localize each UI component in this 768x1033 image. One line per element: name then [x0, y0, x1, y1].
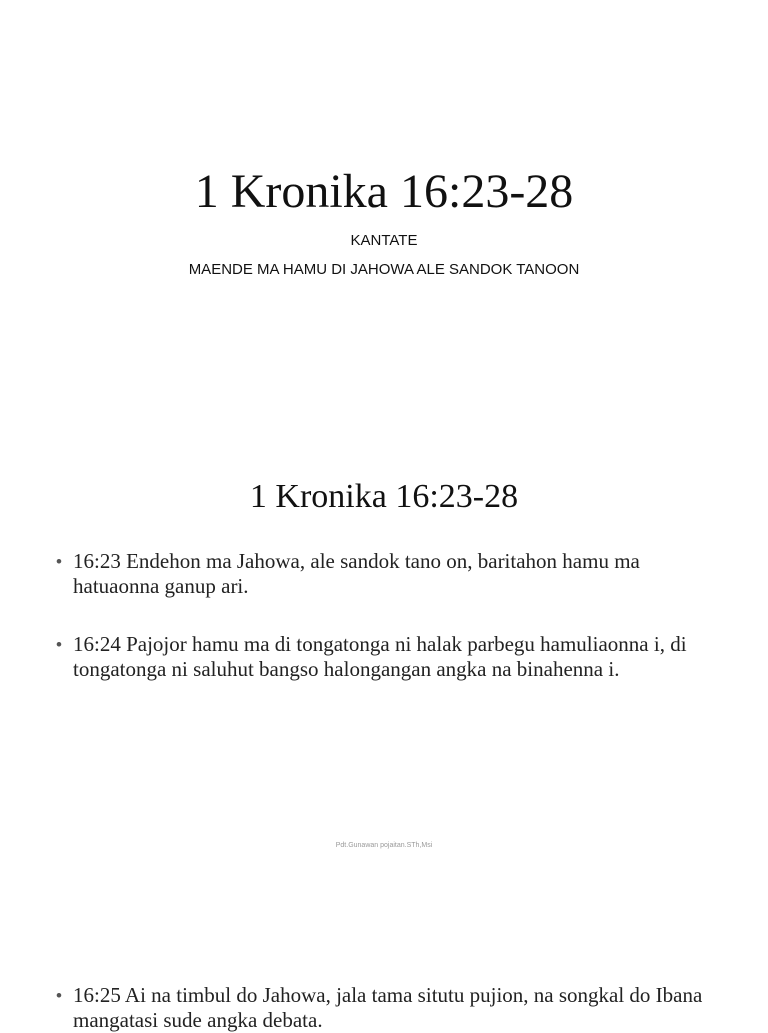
slide-footer-author: Pdt.Gunawan pojaitan.STh,Msi — [335, 842, 433, 849]
content-slide — [0, 440, 768, 880]
slide-subtitle-theme: MAENDE MA HAMU DI JAHOWA ALE SANDOK TANOON — [188, 261, 580, 278]
bullet-text: 16:23 Endehon ma Jahowa, ale sandok tano on, baritahon hamu ma hatuaonna ganup ari. — [73, 549, 640, 598]
bullet-icon: • — [56, 552, 62, 571]
title-slide — [0, 0, 768, 420]
slide-subtitle-kantate: KANTATE — [350, 232, 418, 249]
bullet-item-verse-24 — [56, 632, 716, 682]
bullet-list — [56, 632, 716, 682]
bullet-text: 16:25 Ai na timbul do Jahowa, jala tama situtu pujion, na songkal do Ibana mangatasi sude angka debata. — [73, 983, 703, 1032]
bullet-item-verse-25 — [56, 983, 716, 1033]
bullet-text: 16:24 Pajojor hamu ma di tongatonga ni halak parbegu hamuliaonna i, di tongatonga ni saluhut bangso halongangan angka na binahenna i. — [73, 632, 687, 681]
slide-title: 1 Kronika 16:23-28 — [194, 165, 574, 218]
bullet-icon: • — [56, 986, 62, 1005]
bullet-icon: • — [56, 635, 62, 654]
slide-heading: 1 Kronika 16:23-28 — [249, 478, 519, 515]
next-slide-bullet-list — [56, 983, 716, 1033]
bullet-item-verse-23 — [56, 549, 716, 599]
bullet-list — [56, 549, 716, 599]
